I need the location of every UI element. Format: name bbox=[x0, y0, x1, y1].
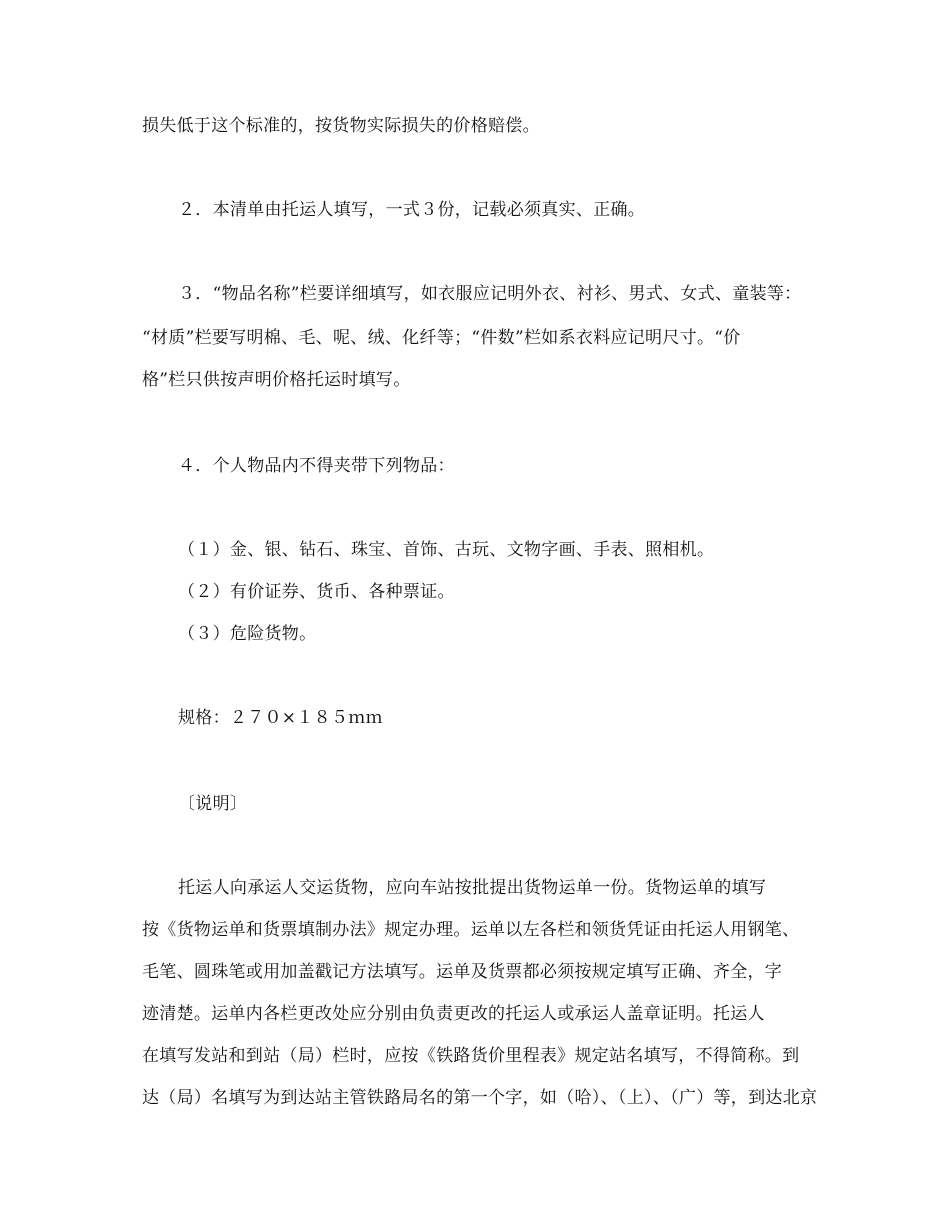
paragraph-line: 毛笔、圆珠笔或用加盖戳记方法填写。运单及货票都必须按规定填写正确、齐全，字 bbox=[142, 962, 783, 982]
sub-item-2: （２）有价证券、货币、各种票证。 bbox=[178, 582, 455, 602]
sub-item-3: （３）危险货物。 bbox=[178, 624, 317, 644]
numbered-item-4: ４．个人物品内不得夹带下列物品： bbox=[178, 456, 455, 476]
paragraph-line: 托运人向承运人交运货物，应向车站按批提出货物运单一份。货物运单的填写 bbox=[178, 878, 767, 898]
paragraph-line: 按《货物运单和货票填制办法》规定办理。运单以左各栏和领货凭证由托运人用钢笔、 bbox=[142, 920, 800, 940]
section-heading: 〔说明〕 bbox=[178, 794, 248, 814]
numbered-item-2: ２．本清单由托运人填写，一式３份，记载必须真实、正确。 bbox=[178, 200, 646, 220]
text-line: “材质”栏要写明棉、毛、呢、绒、化纤等；“件数”栏如系衣料应记明尺寸。“价 bbox=[142, 328, 741, 348]
specification-line: 规格：２７０×１８５ｍｍ bbox=[178, 708, 383, 728]
paragraph-line: 在填写发站和到站（局）栏时，应按《铁路货价里程表》规定站名填写，不得简称。到 bbox=[142, 1046, 800, 1066]
text-line: 损失低于这个标准的，按货物实际损失的价格赔偿。 bbox=[142, 116, 540, 136]
paragraph-line: 达（局）名填写为到达站主管铁路局名的第一个字，如（哈）、（上）、（广）等，到达北京 bbox=[142, 1088, 818, 1108]
paragraph-line: 迹清楚。运单内各栏更改处应分别由负责更改的托运人或承运人盖章证明。托运人 bbox=[142, 1004, 765, 1024]
text-line: 格”栏只供按声明价格托运时填写。 bbox=[142, 370, 411, 390]
numbered-item-3: ３．“物品名称”栏要详细填写，如衣服应记明外衣、衬衫、男式、女式、童装等： bbox=[178, 284, 802, 304]
sub-item-1: （１）金、银、钻石、珠宝、首饰、古玩、文物字画、手表、照相机。 bbox=[178, 540, 715, 560]
